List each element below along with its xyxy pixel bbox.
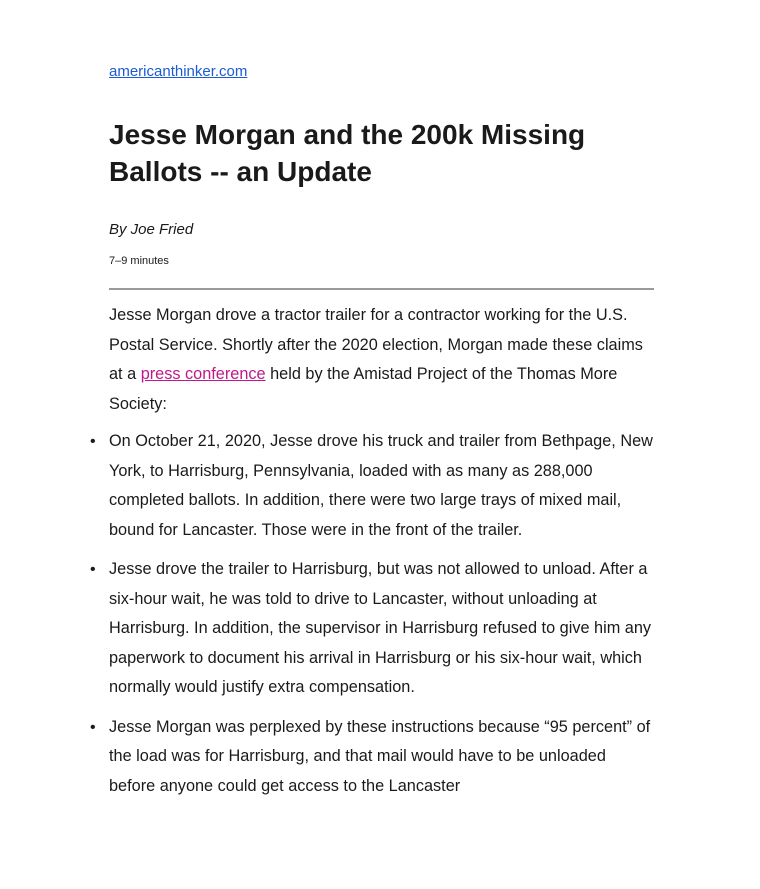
intro-text-before-link: Jesse Morgan drove a tractor trailer for a contractor working for the U.S. Postal Service. Shortly after the 2020 election, Morgan made these claims at a (109, 306, 643, 383)
list-item-text: Jesse Morgan was perplexed by these instructions because “95 percent” of the load was for Harrisburg, and that mail would have to be unloaded before anyone could get access to the Lancaster (109, 717, 651, 795)
list-item (90, 555, 654, 703)
byline: By Joe Fried (109, 221, 194, 238)
list-item (90, 427, 654, 545)
intro-text-after-link: held by the Amistad Project of the Thomas More Society: (109, 365, 618, 413)
article-title: Jesse Morgan and the 200k Missing Ballots -- an Update (109, 119, 586, 187)
article-content (90, 62, 654, 811)
bullet-icon: • (90, 433, 96, 450)
source-link[interactable]: americanthinker.com (109, 63, 248, 80)
press-conference-link[interactable]: press conference (140, 365, 266, 383)
list-item-text: On October 21, 2020, Jesse drove his truck and trailer from Bethpage, New York, to Harrisburg, Pennsylvania, loaded with as many as 288,000 completed ballots. In addition, there were two large trays of mixed mail, bound for Lancaster. Those were in the front of the trailer. (109, 432, 653, 539)
bullet-icon: • (90, 718, 96, 736)
intro-paragraph (109, 301, 654, 419)
list-item (90, 713, 654, 802)
bullet-icon: • (90, 561, 96, 578)
list-item-text: Jesse drove the trailer to Harrisburg, but was not allowed to unload. After a six-hour wait, he was told to drive to Lancaster, without unloading at Harrisburg. In addition, the supervisor in Harrisburg refused to give him any paperwork to document his arrival in Harrisburg or his six-hour wait, which normally would justify extra compensation. (109, 560, 652, 696)
divider (109, 288, 654, 290)
claims-list (90, 427, 654, 801)
read-time: 7–9 minutes (109, 255, 169, 267)
